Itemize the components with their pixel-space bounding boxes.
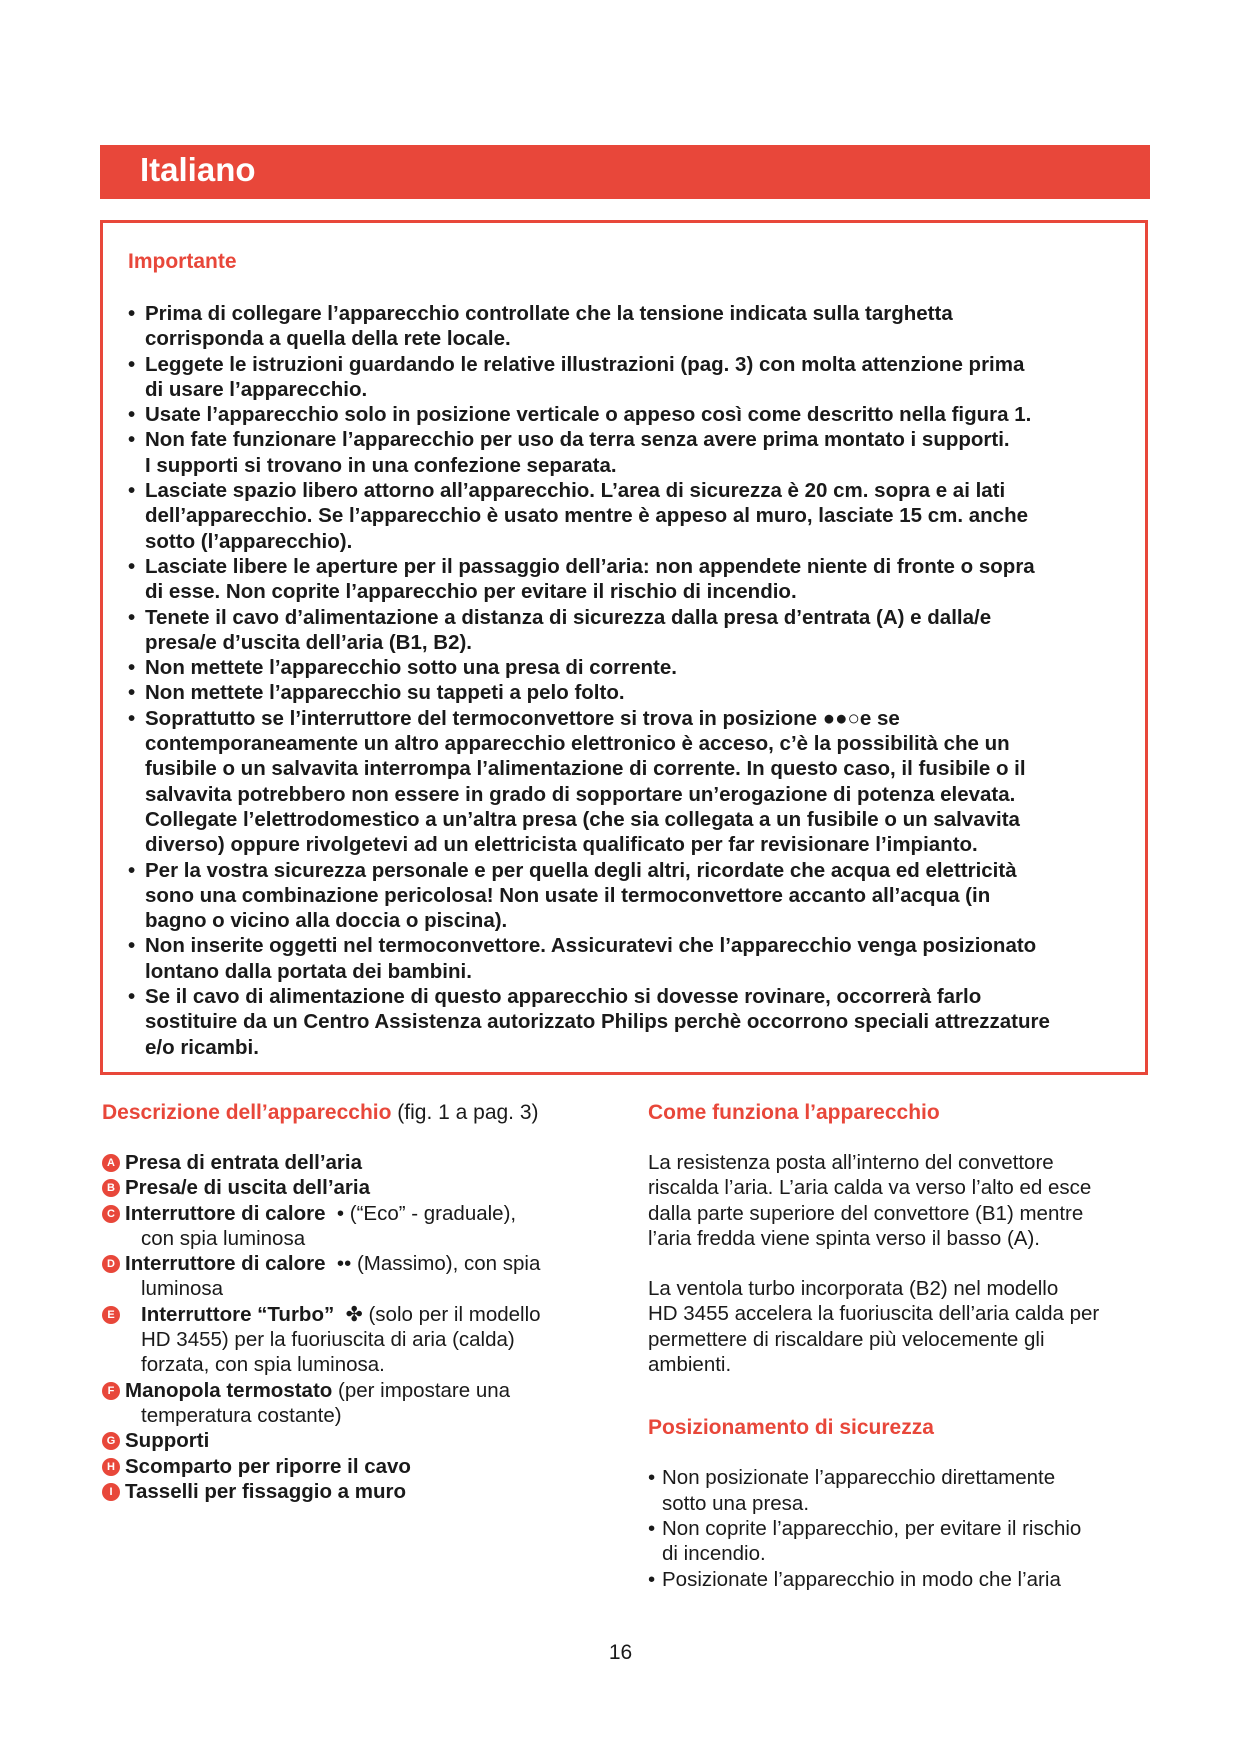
bullet-icon: • [128, 302, 136, 325]
list-item: • Non mettete l’apparecchio su tappeti a pelo folto. [128, 681, 625, 705]
letter-badge-icon: E [102, 1306, 120, 1324]
letter-badge-icon: I [102, 1483, 120, 1501]
language-title: Italiano [140, 151, 256, 188]
list-item: • Non fate funzionare l’apparecchio per uso da terra senza avere prima montato i supporti. I supporti si trovano in una confezione separata. [128, 428, 1010, 477]
description-list [102, 1150, 622, 1504]
part-item-f: F Manopola termostato (per impostare una temperatura costante) [102, 1378, 622, 1429]
list-item: • Se il cavo di alimentazione di questo apparecchio si dovesse rovinare, occorrerà farlo sostituire da un Centro Assistenza autorizzato Philips perchè occorrono speciali attrezzature e/o ricambi. [128, 985, 1050, 1059]
bullet-icon: • [128, 428, 136, 452]
important-box [100, 220, 1148, 1075]
list-item: • Non mettete l’apparecchio sotto una presa di corrente. [128, 656, 677, 680]
how-it-works-paragraph-2: La ventola turbo incorporata (B2) nel modello HD 3455 accelera la fuoriuscita dell’aria calda per permettere di riscaldare più velocemente gli ambienti. [648, 1277, 1100, 1377]
safety-positioning-list [648, 1465, 1148, 1591]
how-it-works-heading: Come funziona l’apparecchio [648, 1101, 940, 1124]
letter-badge-icon: H [102, 1458, 120, 1476]
bullet-icon: • [128, 858, 136, 882]
part-item-g: G Supporti [102, 1428, 622, 1453]
bullet-icon: • [648, 1567, 656, 1591]
letter-badge-icon: G [102, 1432, 120, 1450]
bullet-icon: • [128, 656, 136, 680]
right-column [648, 1100, 1148, 1592]
part-item-c: C Interruttore di calore • (“Eco” - graduale), con spia luminosa [102, 1201, 622, 1252]
list-item: • Non inserite oggetti nel termoconvettore. Assicuratevi che l’apparecchio venga posizionato lontano dalla portata dei bambini. [128, 934, 1037, 983]
letter-badge-icon: B [102, 1179, 120, 1197]
list-item: • Lasciate libere le aperture per il passaggio dell’aria: non appendete niente di fronte o sopra di esse. Non coprite l’apparecchio per evitare il rischio di incendio. [128, 554, 1035, 604]
list-item: • Prima di collegare l’apparecchio controllate che la tensione indicata sulla targhetta corrisponda a quella della rete locale. [128, 302, 953, 351]
list-item: • Non posizionate l’apparecchio direttamente sotto una presa. [648, 1466, 1056, 1515]
important-heading: Importante [128, 250, 237, 273]
bullet-icon: • [128, 681, 136, 705]
bullet-icon: • [128, 934, 136, 958]
bullet-icon: • [128, 352, 136, 376]
letter-badge-icon: D [102, 1255, 120, 1273]
letter-badge-icon: F [102, 1382, 120, 1400]
letter-badge-icon: C [102, 1205, 120, 1223]
list-item: • Per la vostra sicurezza personale e per quella degli altri, ricordate che acqua ed elettricità sono una combinazione pericolosa! Non usate il termoconvettore accanto all’acqua (in bagno o vicino alla doccia o piscina). [128, 858, 1017, 933]
part-item-i: I Tasselli per fissaggio a muro [102, 1479, 622, 1504]
list-item: • Usate l’apparecchio solo in posizione verticale o appeso così come descritto nella figura 1. [128, 403, 1032, 427]
bullet-icon: • [128, 706, 136, 730]
bullet-icon: • [128, 479, 136, 503]
safety-positioning-heading: Posizionamento di sicurezza [648, 1416, 934, 1440]
bullet-icon: • [648, 1516, 656, 1540]
description-column [102, 1100, 622, 1504]
how-it-works-paragraph-1: La resistenza posta all’interno del convettore riscalda l’aria. L’aria calda va verso l’alto ed esce dalla parte superiore del convettore (B1) mentre l’aria fredda viene spinta verso il basso (A). [648, 1151, 1092, 1250]
bullet-icon: • [648, 1466, 656, 1490]
part-item-e: E Interruttore “Turbo” ✤ (solo per il modello HD 3455) per la fuoriuscita di aria (calda) forzata, con spia luminosa. [102, 1302, 622, 1378]
part-item-a: A Presa di entrata dell’aria [102, 1150, 622, 1175]
part-item-d: D Interruttore di calore •• (Massimo), con spia luminosa [102, 1251, 622, 1302]
part-item-h: H Scomparto per riporre il cavo [102, 1454, 622, 1479]
bullet-icon: • [128, 403, 136, 427]
bullet-icon: • [128, 554, 136, 578]
bullet-icon: • [128, 605, 136, 629]
list-item: • Tenete il cavo d’alimentazione a distanza di sicurezza dalla presa d’entrata (A) e dalla/e presa/e d’uscita dell’aria (B1, B2). [128, 605, 992, 654]
part-item-b: B Presa/e di uscita dell’aria [102, 1175, 622, 1200]
list-item: • Soprattutto se l’interruttore del termoconvettore si trova in posizione ●●○e se contemporaneamente un altro apparecchio elettronico è acceso, c’è la possibilità che un fusibile o un salvavita interrompa l’alimentazione di corrente. In questo caso, il fusibile o il salvavita potrebbero non essere in grado di sopportare un’erogazione di potenza elevata. Collegate l’elettrodomestico a un’altra presa (che sia collegata a un fusibile o un salvavita diverso) oppure rivolgetevi ad un elettricista qualificato per far revisionare l’impianto. [128, 706, 1026, 857]
page-number: 16 [608, 1641, 633, 1664]
list-item: • Posizionate l’apparecchio in modo che l’aria [648, 1567, 1061, 1591]
list-item: • Lasciate spazio libero attorno all’apparecchio. L’area di sicurezza è 20 cm. sopra e ai lati dell’apparecchio. Se l’apparecchio è usato mentre è appeso al muro, lasciate 15 cm. anche sotto (l’apparecchio). [128, 479, 1028, 553]
description-heading-suffix: (fig. 1 a pag. 3) [391, 1101, 539, 1124]
list-item: • Non coprite l’apparecchio, per evitare il rischio di incendio. [648, 1516, 1082, 1566]
bullet-icon: • [128, 985, 136, 1009]
list-item: • Leggete le istruzioni guardando le relative illustrazioni (pag. 3) con molta attenzione prima di usare l’apparecchio. [128, 352, 1025, 401]
letter-badge-icon: A [102, 1154, 120, 1172]
language-banner [100, 145, 1150, 199]
important-list [128, 301, 1138, 1060]
description-heading: Descrizione dell’apparecchio (fig. 1 a pag. 3) [102, 1101, 539, 1124]
